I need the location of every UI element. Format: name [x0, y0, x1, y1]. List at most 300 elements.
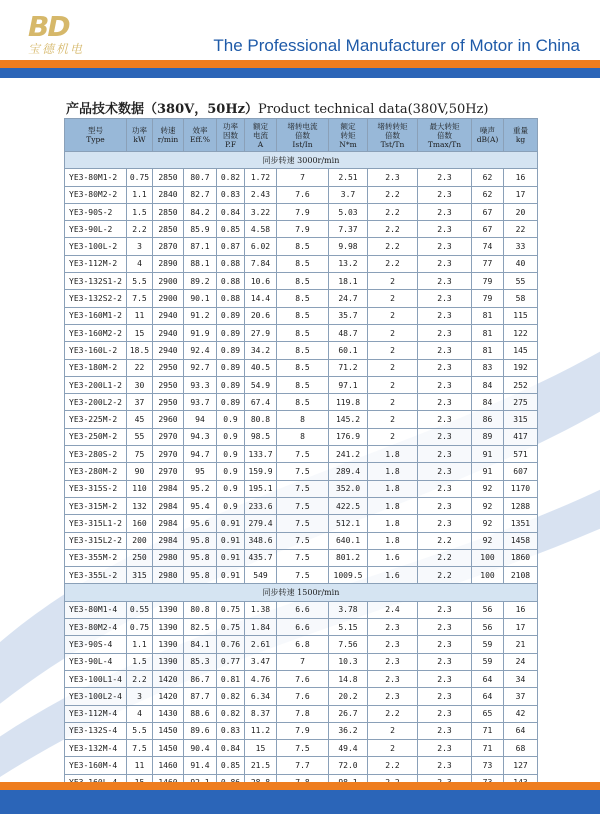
table-cell: 24: [504, 653, 538, 670]
table-cell: 640.1: [329, 532, 368, 549]
table-cell: 2850: [153, 169, 184, 186]
table-cell: 2900: [153, 273, 184, 290]
table-cell: 95.8: [184, 549, 217, 566]
table-cell: 1.6: [368, 549, 418, 566]
table-cell: 1.5: [127, 653, 153, 670]
table-cell: 1.8: [368, 463, 418, 480]
motor-type-cell: YE3-250M-2: [65, 428, 127, 445]
table-row: [65, 636, 538, 653]
table-cell: 1450: [153, 722, 184, 739]
table-cell: 7.5: [277, 463, 329, 480]
logo-mark: BD: [28, 10, 69, 43]
table-cell: 2: [368, 394, 418, 411]
table-cell: 435.7: [245, 549, 277, 566]
table-cell: 417: [504, 428, 538, 445]
section-label: 同步转速 3000r/min: [65, 152, 538, 169]
table-cell: 1009.5: [329, 567, 368, 584]
table-cell: 115: [504, 307, 538, 324]
table-row: [65, 359, 538, 376]
table-cell: 91.4: [184, 757, 217, 774]
table-cell: 64: [472, 688, 504, 705]
table-cell: 0.9: [217, 446, 245, 463]
motor-type-cell: YE3-315L1-2: [65, 515, 127, 532]
table-cell: 2.3: [368, 636, 418, 653]
table-cell: 8.5: [277, 290, 329, 307]
table-cell: 89.2: [184, 273, 217, 290]
table-cell: 6.6: [277, 601, 329, 618]
table-cell: 2.3: [418, 688, 472, 705]
table-cell: 93.3: [184, 376, 217, 393]
company-tagline: The Professional Manufacturer of Motor in China: [213, 36, 580, 55]
table-row: [65, 497, 538, 514]
table-cell: 2.2: [368, 203, 418, 220]
table-row: [65, 273, 538, 290]
table-cell: 6.8: [277, 636, 329, 653]
table-cell: 8.5: [277, 238, 329, 255]
table-cell: 1420: [153, 670, 184, 687]
table-cell: 2.3: [418, 169, 472, 186]
table-cell: 1170: [504, 480, 538, 497]
table-cell: 17: [504, 186, 538, 203]
table-cell: 72.0: [329, 757, 368, 774]
table-cell: 1288: [504, 497, 538, 514]
table-cell: 84.2: [184, 203, 217, 220]
table-cell: 2.2: [127, 221, 153, 238]
table-cell: 2: [368, 290, 418, 307]
table-cell: 145.2: [329, 411, 368, 428]
table-cell: 2.3: [418, 497, 472, 514]
title-chinese: 产品技术数据（380V，50Hz）: [66, 102, 258, 117]
table-row: [65, 428, 538, 445]
table-cell: 8.5: [277, 359, 329, 376]
table-cell: 87.1: [184, 238, 217, 255]
column-header: 额定 转矩 N*m: [329, 119, 368, 152]
table-cell: 2980: [153, 567, 184, 584]
column-header: 功率 kW: [127, 119, 153, 152]
table-cell: 0.75: [217, 619, 245, 636]
table-cell: 64: [472, 670, 504, 687]
table-cell: 0.83: [217, 186, 245, 203]
motor-type-cell: YE3-315M-2: [65, 497, 127, 514]
table-cell: 95.8: [184, 567, 217, 584]
table-cell: 1.72: [245, 169, 277, 186]
table-cell: 2.2: [368, 221, 418, 238]
table-cell: 11: [127, 307, 153, 324]
table-cell: 2984: [153, 480, 184, 497]
table-cell: 82.5: [184, 619, 217, 636]
table-cell: 21: [504, 636, 538, 653]
table-cell: 0.88: [217, 290, 245, 307]
table-cell: 2: [368, 722, 418, 739]
table-row: [65, 221, 538, 238]
motor-type-cell: YE3-100L-2: [65, 238, 127, 255]
table-cell: 1.8: [368, 532, 418, 549]
table-cell: 2.3: [418, 480, 472, 497]
table-cell: 5.15: [329, 619, 368, 636]
table-cell: 2.2: [368, 186, 418, 203]
motor-type-cell: YE3-225M-2: [65, 411, 127, 428]
table-row: [65, 238, 538, 255]
table-cell: 7.7: [277, 757, 329, 774]
table-cell: 15: [245, 740, 277, 757]
motor-type-cell: YE3-355M-2: [65, 549, 127, 566]
table-row: [65, 203, 538, 220]
table-cell: 60.1: [329, 342, 368, 359]
table-cell: 86: [472, 411, 504, 428]
table-cell: 160: [127, 515, 153, 532]
table-cell: 2.3: [418, 705, 472, 722]
table-row: [65, 688, 538, 705]
table-cell: 3: [127, 238, 153, 255]
table-row: [65, 757, 538, 774]
table-cell: 3.22: [245, 203, 277, 220]
table-cell: 8.5: [277, 342, 329, 359]
table-cell: 4.76: [245, 670, 277, 687]
table-cell: 34: [504, 670, 538, 687]
table-cell: 7.6: [277, 186, 329, 203]
table-cell: 0.89: [217, 394, 245, 411]
table-cell: 42: [504, 705, 538, 722]
table-cell: 98.5: [245, 428, 277, 445]
table-cell: 8.5: [277, 324, 329, 341]
motor-type-cell: YE3-355L-2: [65, 567, 127, 584]
page-header: [0, 0, 600, 88]
table-cell: 512.1: [329, 515, 368, 532]
table-cell: 110: [127, 480, 153, 497]
table-row: [65, 567, 538, 584]
table-cell: 91.2: [184, 307, 217, 324]
table-cell: 2.3: [418, 273, 472, 290]
table-cell: 16: [504, 169, 538, 186]
table-cell: 250: [127, 549, 153, 566]
table-cell: 90: [127, 463, 153, 480]
table-row: [65, 446, 538, 463]
table-cell: 71: [472, 740, 504, 757]
table-cell: 2.3: [418, 255, 472, 272]
product-technical-data-table: [64, 118, 538, 809]
table-cell: 21.5: [245, 757, 277, 774]
table-cell: 92.7: [184, 359, 217, 376]
table-cell: 5.5: [127, 722, 153, 739]
table-cell: 2.2: [368, 255, 418, 272]
table-cell: 2.51: [329, 169, 368, 186]
table-cell: 289.4: [329, 463, 368, 480]
table-cell: 195.1: [245, 480, 277, 497]
table-cell: 62: [472, 186, 504, 203]
table-cell: 5.5: [127, 273, 153, 290]
column-header: 堵转转矩 倍数 Tst/Tn: [368, 119, 418, 152]
table-cell: 1.6: [368, 567, 418, 584]
table-cell: 8.5: [277, 255, 329, 272]
table-cell: 94.3: [184, 428, 217, 445]
table-cell: 0.89: [217, 359, 245, 376]
table-cell: 89.6: [184, 722, 217, 739]
table-cell: 13.2: [329, 255, 368, 272]
table-cell: 2890: [153, 255, 184, 272]
table-cell: 0.75: [127, 619, 153, 636]
motor-type-cell: YE3-90S-4: [65, 636, 127, 653]
table-cell: 0.76: [217, 636, 245, 653]
table-cell: 7.9: [277, 221, 329, 238]
title-english: Product technical data(380V,50Hz): [257, 102, 489, 117]
table-cell: 1860: [504, 549, 538, 566]
column-header: 型号 Type: [65, 119, 127, 152]
table-cell: 352.0: [329, 480, 368, 497]
table-cell: 17: [504, 619, 538, 636]
table-cell: 64: [504, 722, 538, 739]
motor-type-cell: YE3-160M2-2: [65, 324, 127, 341]
table-cell: 2.3: [418, 307, 472, 324]
motor-type-cell: YE3-90S-2: [65, 203, 127, 220]
motor-type-cell: YE3-112M-2: [65, 255, 127, 272]
table-cell: 2.3: [418, 203, 472, 220]
table-cell: 7: [277, 653, 329, 670]
table-cell: 1.5: [127, 203, 153, 220]
table-cell: 92.4: [184, 342, 217, 359]
table-row: [65, 515, 538, 532]
table-cell: 801.2: [329, 549, 368, 566]
table-cell: 1.1: [127, 636, 153, 653]
table-cell: 86.7: [184, 670, 217, 687]
table-cell: 127: [504, 757, 538, 774]
table-row: [65, 740, 538, 757]
table-cell: 7.5: [277, 480, 329, 497]
table-row: [65, 722, 538, 739]
table-row: [65, 463, 538, 480]
table-cell: 14.8: [329, 670, 368, 687]
table-cell: 3.78: [329, 601, 368, 618]
table-cell: 92: [472, 532, 504, 549]
table-cell: 93.7: [184, 394, 217, 411]
header-stripe-orange: [0, 60, 600, 68]
table-cell: 7.8: [277, 705, 329, 722]
table-cell: 0.75: [217, 601, 245, 618]
table-cell: 88.1: [184, 255, 217, 272]
table-cell: 2.61: [245, 636, 277, 653]
motor-type-cell: YE3-160M1-2: [65, 307, 127, 324]
table-cell: 2: [368, 342, 418, 359]
table-cell: 68: [504, 740, 538, 757]
table-cell: 71: [472, 722, 504, 739]
table-cell: 1.84: [245, 619, 277, 636]
motor-type-cell: YE3-80M2-4: [65, 619, 127, 636]
table-row: [65, 186, 538, 203]
table-cell: 2.3: [418, 221, 472, 238]
table-cell: 90.4: [184, 740, 217, 757]
motor-type-cell: YE3-132S-4: [65, 722, 127, 739]
table-cell: 607: [504, 463, 538, 480]
table-cell: 94: [184, 411, 217, 428]
table-cell: 36.2: [329, 722, 368, 739]
motor-type-cell: YE3-280M-2: [65, 463, 127, 480]
table-cell: 2970: [153, 446, 184, 463]
table-row: [65, 394, 538, 411]
table-cell: 2950: [153, 376, 184, 393]
table-cell: 0.83: [217, 722, 245, 739]
motor-type-cell: YE3-90L-2: [65, 221, 127, 238]
table-cell: 2.3: [418, 394, 472, 411]
table-cell: 2.2: [418, 567, 472, 584]
table-cell: 14.4: [245, 290, 277, 307]
table-cell: 95.4: [184, 497, 217, 514]
table-cell: 571: [504, 446, 538, 463]
table-cell: 133.7: [245, 446, 277, 463]
table-cell: 0.91: [217, 532, 245, 549]
table-cell: 20: [504, 203, 538, 220]
table-cell: 2.3: [418, 324, 472, 341]
table-cell: 8.5: [277, 394, 329, 411]
table-cell: 18.5: [127, 342, 153, 359]
table-cell: 10.3: [329, 653, 368, 670]
table-cell: 0.82: [217, 688, 245, 705]
table-cell: 80.8: [245, 411, 277, 428]
table-row: [65, 255, 538, 272]
motor-type-cell: YE3-132S2-2: [65, 290, 127, 307]
table-cell: 94.7: [184, 446, 217, 463]
table-cell: 2: [368, 359, 418, 376]
table-cell: 7.37: [329, 221, 368, 238]
table-cell: 2.3: [418, 376, 472, 393]
table-cell: 9.98: [329, 238, 368, 255]
table-row: [65, 619, 538, 636]
table-cell: 67: [472, 203, 504, 220]
table-cell: 79: [472, 273, 504, 290]
table-cell: 22: [504, 221, 538, 238]
column-header: 效率 Eff.%: [184, 119, 217, 152]
table-cell: 176.9: [329, 428, 368, 445]
table-cell: 84.1: [184, 636, 217, 653]
table-row: [65, 601, 538, 618]
table-cell: 7.5: [127, 740, 153, 757]
table-cell: 1450: [153, 740, 184, 757]
table-cell: 7.5: [277, 532, 329, 549]
table-cell: 24.7: [329, 290, 368, 307]
table-cell: 2.3: [418, 238, 472, 255]
table-cell: 2108: [504, 567, 538, 584]
table-row: [65, 532, 538, 549]
motor-type-cell: YE3-132S1-2: [65, 273, 127, 290]
table-cell: 8: [277, 411, 329, 428]
table-cell: 7.5: [277, 567, 329, 584]
table-cell: 2940: [153, 324, 184, 341]
table-cell: 275: [504, 394, 538, 411]
table-cell: 37: [504, 688, 538, 705]
table-cell: 100: [472, 567, 504, 584]
table-cell: 2.3: [418, 515, 472, 532]
table-cell: 1.8: [368, 446, 418, 463]
table-cell: 279.4: [245, 515, 277, 532]
table-cell: 56: [472, 601, 504, 618]
table-cell: 2.3: [418, 342, 472, 359]
table-cell: 2850: [153, 221, 184, 238]
table-cell: 241.2: [329, 446, 368, 463]
table-row: [65, 480, 538, 497]
table-cell: 2.3: [368, 670, 418, 687]
table-cell: 79: [472, 290, 504, 307]
table-cell: 2: [368, 740, 418, 757]
table-cell: 2840: [153, 186, 184, 203]
table-cell: 40: [504, 255, 538, 272]
table-cell: 3.47: [245, 653, 277, 670]
table-row: [65, 169, 538, 186]
table-cell: 22: [127, 359, 153, 376]
table-cell: 84: [472, 376, 504, 393]
table-row: [65, 653, 538, 670]
table-cell: 6.02: [245, 238, 277, 255]
table-cell: 233.6: [245, 497, 277, 514]
table-cell: 119.8: [329, 394, 368, 411]
table-cell: 159.9: [245, 463, 277, 480]
footer-stripe-blue: [0, 790, 600, 814]
table-cell: 2984: [153, 515, 184, 532]
table-cell: 75: [127, 446, 153, 463]
table-cell: 20.2: [329, 688, 368, 705]
table-cell: 7.5: [277, 515, 329, 532]
motor-type-cell: YE3-160L-2: [65, 342, 127, 359]
table-cell: 2: [368, 376, 418, 393]
table-cell: 1.8: [368, 480, 418, 497]
table-cell: 549: [245, 567, 277, 584]
table-cell: 2.43: [245, 186, 277, 203]
table-cell: 8.5: [277, 307, 329, 324]
table-cell: 0.81: [217, 670, 245, 687]
table-cell: 81: [472, 307, 504, 324]
table-cell: 7.5: [277, 497, 329, 514]
motor-type-cell: YE3-315L2-2: [65, 532, 127, 549]
logo-chinese-name: 宝德机电: [28, 42, 85, 56]
table-cell: 2.3: [418, 446, 472, 463]
table-cell: 252: [504, 376, 538, 393]
table-cell: 1.8: [368, 515, 418, 532]
table-row: [65, 290, 538, 307]
column-header: 重量 kg: [504, 119, 538, 152]
table-cell: 15: [127, 324, 153, 341]
table-cell: 89: [472, 428, 504, 445]
column-header: 噪声 dB(A): [472, 119, 504, 152]
table-cell: 6.34: [245, 688, 277, 705]
table-cell: 3: [127, 688, 153, 705]
table-cell: 2.2: [368, 757, 418, 774]
table-cell: 2.3: [418, 601, 472, 618]
table-cell: 1390: [153, 636, 184, 653]
table-row: [65, 549, 538, 566]
table-cell: 55: [127, 428, 153, 445]
table-cell: 0.91: [217, 549, 245, 566]
table-cell: 73: [472, 757, 504, 774]
table-cell: 2.3: [418, 740, 472, 757]
table-cell: 2.3: [368, 169, 418, 186]
table-cell: 7.56: [329, 636, 368, 653]
table-cell: 90.1: [184, 290, 217, 307]
table-cell: 0.85: [217, 757, 245, 774]
table-cell: 33: [504, 238, 538, 255]
table-cell: 20.6: [245, 307, 277, 324]
table-cell: 8.5: [277, 376, 329, 393]
table-cell: 85.3: [184, 653, 217, 670]
table-cell: 26.7: [329, 705, 368, 722]
table-cell: 92: [472, 515, 504, 532]
section-label: 同步转速 1500r/min: [65, 584, 538, 601]
table-cell: 37: [127, 394, 153, 411]
table-cell: 55: [504, 273, 538, 290]
table-cell: 0.89: [217, 342, 245, 359]
table-cell: 97.1: [329, 376, 368, 393]
table-cell: 27.9: [245, 324, 277, 341]
table-row: [65, 307, 538, 324]
table-cell: 80.8: [184, 601, 217, 618]
table-cell: 2: [368, 411, 418, 428]
table-cell: 200: [127, 532, 153, 549]
